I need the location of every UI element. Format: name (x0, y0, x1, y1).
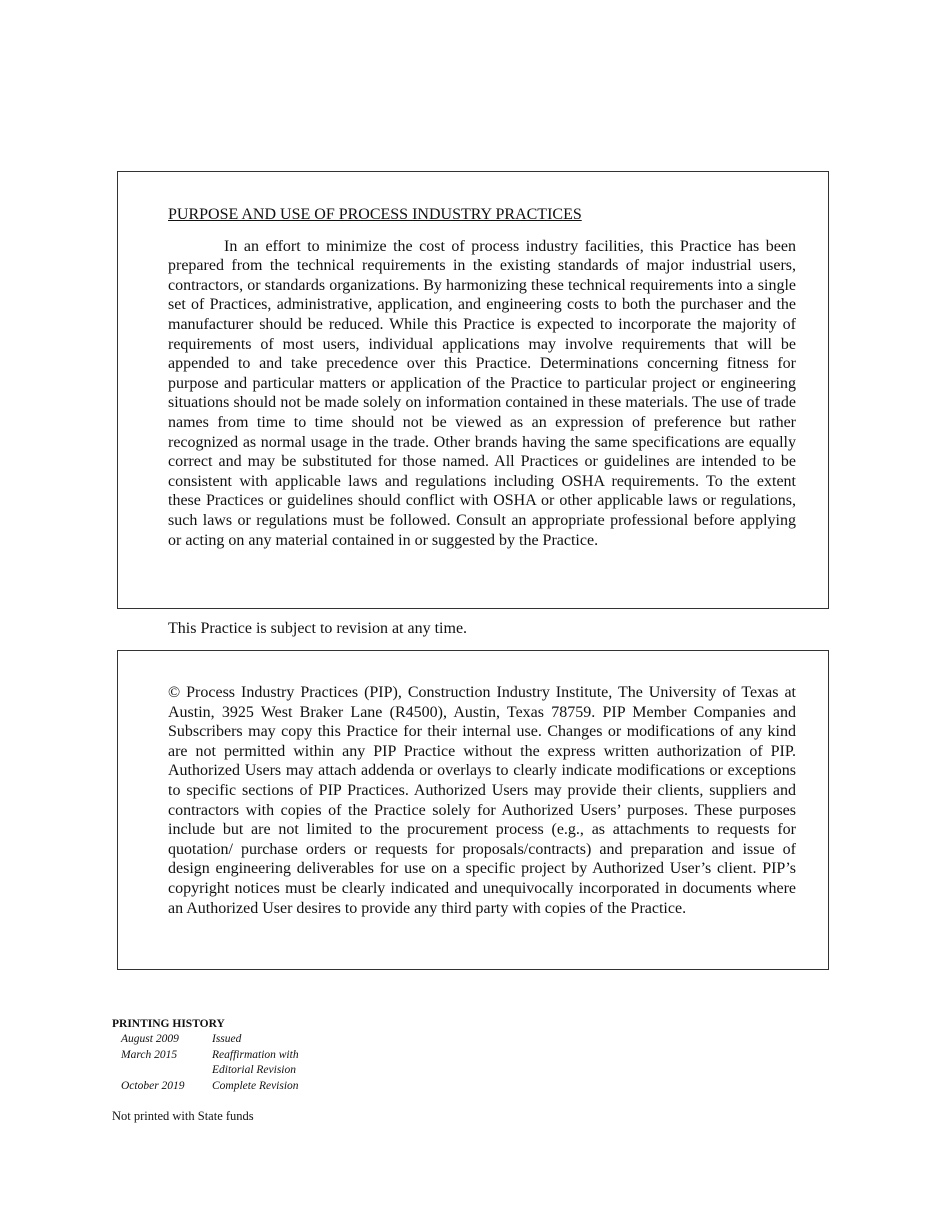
printing-history-title: PRINTING HISTORY (112, 1018, 225, 1030)
purpose-content (168, 205, 796, 550)
footer-note: Not printed with State funds (112, 1109, 254, 1123)
copyright-box (117, 650, 829, 970)
copyright-body: © Process Industry Practices (PIP), Construction Industry Institute, The University of Texas at Austin, 3925 West Braker Lane (R4500), Austin, Texas 78759. PIP Member Companies and Subscribers may copy this Practice for their internal use. Changes or modifications of any kind are not permitted within any PIP Practice without the express written authorization of PIP. Authorized Users may attach addenda or overlays to clearly indicate modifications or exceptions to specific sections of PIP Practices. Authorized Users may provide their clients, suppliers and contractors with copies of the Practice solely for Authorized Users’ purposes. These purposes include but are not limited to the procurement process (e.g., as attachments to requests for quotation/ purchase orders or requests for proposals/contracts) and preparation and issue of design engineering deliverables for use on a specific project by Authorized User’s client. PIP’s copyright notices must be clearly indicated and unequivocally incorporated in documents where an Authorized User desires to provide any third party with copies of the Practice. (168, 684, 796, 917)
printing-history-date: August 2009 (121, 1033, 179, 1045)
printing-history-row (112, 1032, 412, 1047)
purpose-heading: PURPOSE AND USE OF PROCESS INDUSTRY PRACTICES (168, 206, 582, 223)
printing-history-row (112, 1048, 412, 1077)
printing-history-description: Reaffirmation with Editorial Revision (212, 1049, 299, 1076)
printing-history (112, 1017, 412, 1095)
printing-history-description: Issued (212, 1033, 242, 1045)
printing-history-description: Complete Revision (212, 1079, 299, 1092)
purpose-body: In an effort to minimize the cost of process industry facilities, this Practice has been prepared from the technical requirements in the existing standards of major industrial users, contractors, or standards organizations. By harmonizing these technical requirements into a single set of Practices, administrative, application, and engineering costs to both the purchaser and the manufacturer should be reduced. While this Practice is expected to incorporate the majority of requirements of most users, individual applications may involve requirements that will be appended to and take precedence over this Practice. Determinations concerning fitness for purpose and particular matters or application of the Practice to particular project or engineering situations should not be made solely on information contained in these materials. The use of trade names from time to time should not be viewed as an expression of preference but rather recognized as normal usage in the trade. Other brands having the same specifications are equally correct and may be substituted for those named. All Practices or guidelines are intended to be consistent with applicable laws and regulations including OSHA requirements. To the extent these Practices or guidelines should conflict with OSHA or other applicable laws or regulations, such laws or regulations must be followed. Consult an appropriate professional before applying or acting on any material contained in or suggested by the Practice. (168, 237, 796, 549)
copyright-content (168, 683, 796, 918)
purpose-box (117, 171, 829, 609)
printing-history-date: October 2019 (121, 1079, 185, 1092)
printing-history-row (112, 1079, 412, 1094)
revision-note: This Practice is subject to revision at any time. (168, 620, 468, 637)
printing-history-date: March 2015 (121, 1049, 178, 1061)
